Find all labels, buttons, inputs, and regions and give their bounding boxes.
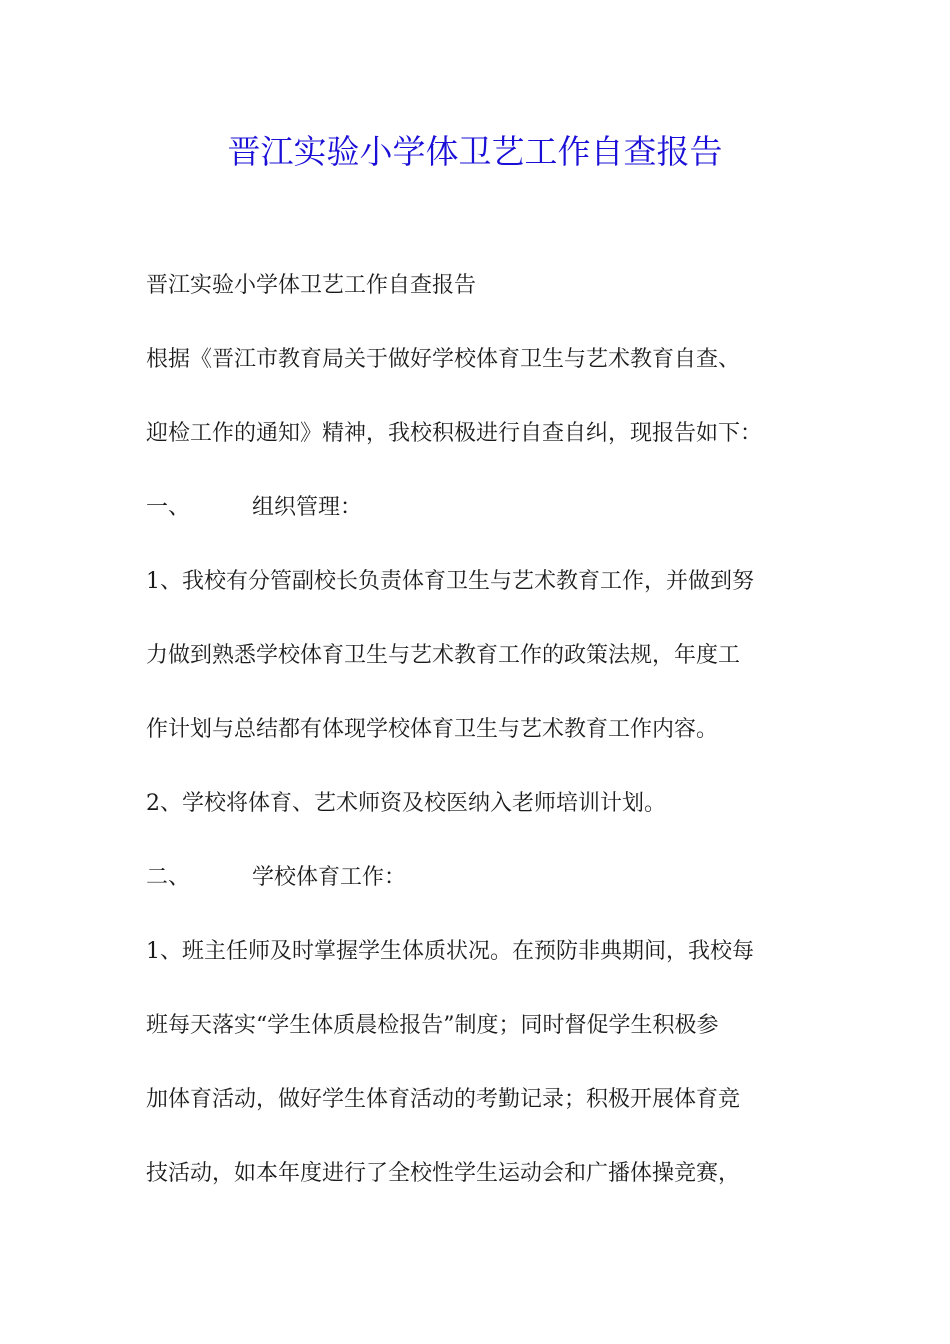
section-heading bbox=[146, 854, 808, 902]
section-number: 一、 bbox=[146, 495, 191, 520]
paragraph-line: 1、我校有分管副校长负责体育卫生与艺术教育工作，并做到努 bbox=[146, 569, 754, 594]
paragraph-line: 2、学校将体育、艺术师资及校医纳入老师培训计划。 bbox=[146, 791, 666, 816]
paragraph-line: 1、班主任师及时掌握学生体质状况。在预防非典期间，我校每 bbox=[146, 939, 754, 964]
section-number: 二、 bbox=[146, 865, 191, 890]
paragraph-line: 根据《晋江市教育局关于做好学校体育卫生与艺术教育自查、 bbox=[146, 347, 741, 372]
section-heading-text: 学校体育工作： bbox=[252, 865, 407, 890]
paragraph-line: 力做到熟悉学校体育卫生与艺术教育工作的政策法规，年度工 bbox=[146, 643, 741, 668]
paragraph-line: 迎检工作的通知》精神，我校积极进行自查自纠，现报告如下： bbox=[146, 421, 763, 446]
paragraph-line: 加体育活动，做好学生体育活动的考勤记录；积极开展体育竞 bbox=[146, 1087, 741, 1112]
paragraph-line: 技活动，如本年度进行了全校性学生运动会和广播体操竞赛， bbox=[146, 1161, 741, 1186]
subtitle-line: 晋江实验小学体卫艺工作自查报告 bbox=[146, 273, 477, 298]
paragraph-line: 班每天落实“学生体质晨检报告”制度；同时督促学生积极参 bbox=[146, 1013, 719, 1038]
section-heading bbox=[146, 484, 808, 532]
document-title: 晋江实验小学体卫艺工作自查报告 bbox=[227, 132, 723, 171]
section-heading-text: 组织管理： bbox=[252, 495, 363, 520]
document-body bbox=[146, 262, 808, 1224]
paragraph-line: 作计划与总结都有体现学校体育卫生与艺术教育工作内容。 bbox=[146, 717, 719, 742]
